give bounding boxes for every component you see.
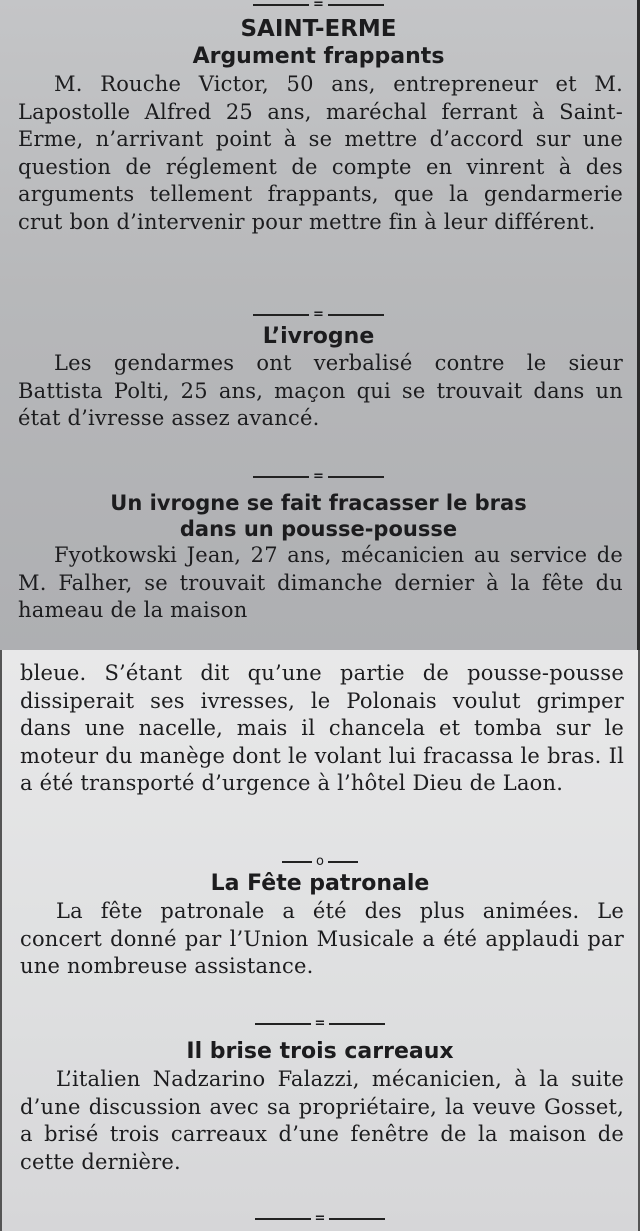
article-body-argument: M. Rouche Victor, 50 ans, entrepreneur et M. Lapostolle Alfred 25 ans, maréchal ferrant à Saint-Erme, n’arrivant point à se mettre d’accord sur une question de réglement de compte en vinrent à des arguments tellement frappants, que la gendarmerie crut bon d’intervenir pour mettre fin à leur différent. [18,72,623,234]
separator-rule: = [0,0,637,10]
article-title-pousse-line1: Un ivrogne se fait fracasser le bras [110,491,527,515]
section-heading-saint-erme: SAINT-ERME [240,16,397,42]
article-body-fete: La fête patronale a été des plus animées. Le concert donné par l’Union Musicale a été applaudi par une nombreuse assistance. [20,899,624,978]
separator-rule: = [2,1214,638,1224]
article-title-ivrogne: L’ivrogne [262,324,375,349]
article-body-pousse-part1: Fyotkowski Jean, 27 ans, mécanicien au service de M. Falher, se trouvait dimanche dernier à la fête du hameau de la maison [18,543,623,622]
separator-rule: = [0,472,637,482]
article-body-ivrogne: Les gendarmes ont verbalisé contre le sieur Battista Polti, 25 ans, maçon qui se trouvait dans un état d’ivresse assez avancé. [18,351,623,430]
separator-rule: = [2,1019,638,1029]
article-title-fete: La Fête patronale [210,871,430,896]
separator-circle: o [2,857,638,867]
separator-rule: = [0,310,637,320]
clipping-lower-section [0,650,640,1231]
article-title-argument: Argument frappants [192,44,445,69]
article-title-pousse-line2: dans un pousse-pousse [179,517,458,541]
article-body-pousse-part2: bleue. S’étant dit qu’une partie de pousse-pousse dissiperait ses ivresses, le Polonais voulut grimper dans une nacelle, mais il chancela et tomba sur le moteur du manège dont le volant lui fracassa le bras. Il a été transporté d’urgence à l’hôtel Dieu de Laon. [20,661,624,795]
article-title-carreaux: Il brise trois carreaux [186,1039,454,1064]
article-body-carreaux: L’italien Nadzarino Falazzi, mécanicien, à la suite d’une discussion avec sa propriétaire, la veuve Gosset, a brisé trois carreaux d’une fenêtre de la maison de cette dernière. [20,1067,624,1174]
